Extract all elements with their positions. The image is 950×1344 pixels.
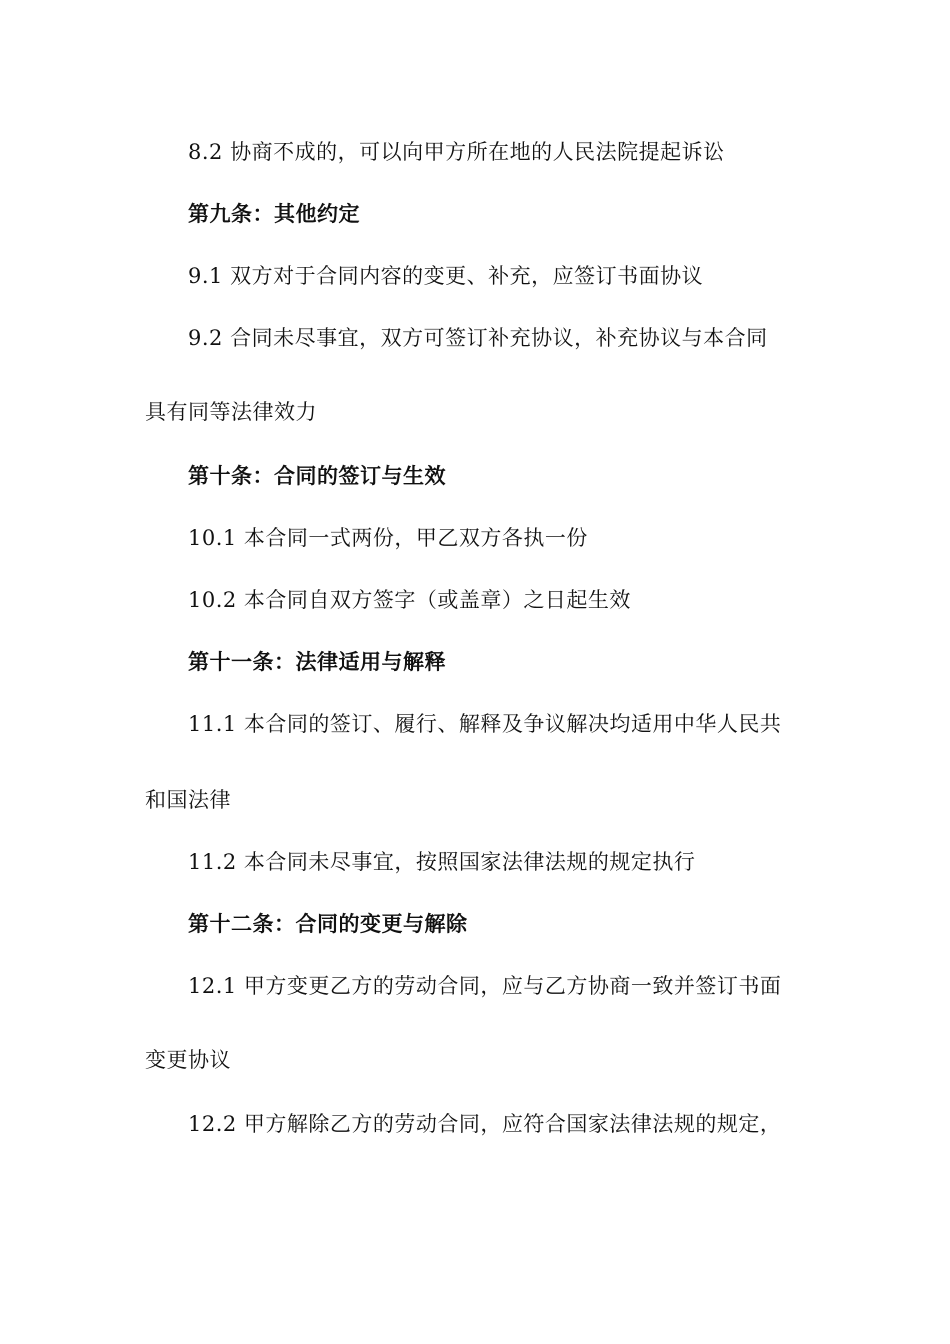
clause-10-2: 10.2 本合同自双方签字（或盖章）之日起生效 (188, 588, 631, 612)
article-10-heading: 第十条：合同的签订与生效 (188, 464, 446, 488)
clause-9-2-continuation: 具有同等法律效力 (145, 400, 317, 424)
article-12-heading: 第十二条：合同的变更与解除 (188, 912, 468, 936)
clause-9-2: 9.2 合同未尽事宜，双方可签订补充协议，补充协议与本合同 (188, 326, 768, 350)
clause-12-2: 12.2 甲方解除乙方的劳动合同，应符合国家法律法规的规定， (188, 1112, 782, 1136)
clause-11-1-continuation: 和国法律 (145, 788, 231, 812)
clause-12-1: 12.1 甲方变更乙方的劳动合同，应与乙方协商一致并签订书面 (188, 974, 782, 998)
clause-8-2: 8.2 协商不成的，可以向甲方所在地的人民法院提起诉讼 (188, 140, 725, 164)
article-9-heading: 第九条：其他约定 (188, 202, 360, 226)
clause-10-1: 10.1 本合同一式两份，甲乙双方各执一份 (188, 526, 588, 550)
clause-11-2: 11.2 本合同未尽事宜，按照国家法律法规的规定执行 (188, 850, 696, 874)
clause-9-1: 9.1 双方对于合同内容的变更、补充，应签订书面协议 (188, 264, 704, 288)
article-11-heading: 第十一条：法律适用与解释 (188, 650, 446, 674)
clause-11-1: 11.1 本合同的签订、履行、解释及争议解决均适用中华人民共 (188, 712, 782, 736)
clause-12-1-continuation: 变更协议 (145, 1048, 231, 1072)
